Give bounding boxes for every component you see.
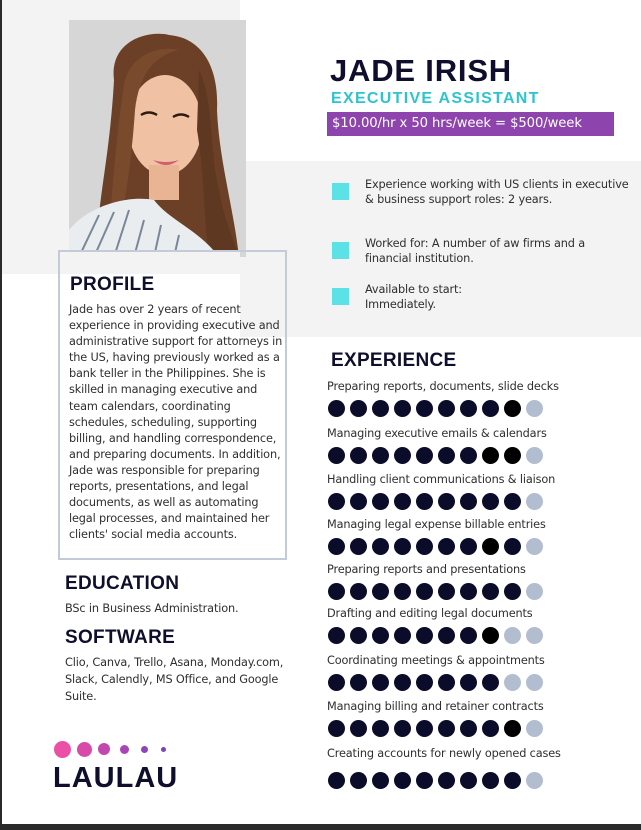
rating-dot-filled-icon: [504, 493, 521, 510]
rating-dot-filled-icon: [482, 720, 499, 737]
rating-dot-filled-icon: [350, 400, 367, 417]
rating-dot-filled-icon: [350, 674, 367, 691]
logo-dot: [54, 741, 71, 758]
logo-dot: [98, 743, 110, 755]
rating-dot-filled-icon: [504, 772, 521, 789]
rating-dot-filled-icon: [416, 493, 433, 510]
skill-label: Managing executive emails & calendars: [327, 427, 547, 440]
rating-dot-filled-icon: [328, 583, 345, 600]
rating-dot-filled-icon: [482, 627, 499, 644]
skill-row: [327, 380, 627, 417]
rating-dot-filled-icon: [504, 400, 521, 417]
rating-dot-filled-icon: [394, 538, 411, 555]
rating-dot-empty-icon: [526, 538, 543, 555]
rating-dot-filled-icon: [460, 674, 477, 691]
rating-dot-filled-icon: [394, 720, 411, 737]
rating-dot-filled-icon: [482, 400, 499, 417]
rating-dot-filled-icon: [372, 538, 389, 555]
skill-label: Preparing reports, documents, slide decks: [327, 380, 559, 393]
experience-heading: EXPERIENCE: [331, 350, 457, 371]
skill-rating: [328, 627, 627, 644]
skill-label: Drafting and editing legal documents: [327, 607, 533, 620]
rating-dot-filled-icon: [350, 627, 367, 644]
logo-dot: [141, 746, 148, 753]
profile-summary: Jade has over 2 years of recent experience in providing executive and administrative support for attorneys in the US, having previously worked as a bank teller in the Philippines. She is skilled in managing executive and team calendars, coordinating schedules, scheduling, supporting billing, and handling correspondence, and preparing documents. In addition, Jade was responsible for preparing reports, presentations, and legal documents, as well as automating legal processes, and maintained her clients' social media accounts.: [69, 303, 283, 542]
education-text: BSc in Business Administration.: [65, 602, 239, 615]
rating-dot-filled-icon: [482, 493, 499, 510]
candidate-role: EXECUTIVE ASSISTANT: [331, 90, 540, 107]
rating-dot-filled-icon: [460, 720, 477, 737]
rating-dot-filled-icon: [460, 400, 477, 417]
rating-dot-filled-icon: [416, 720, 433, 737]
rating-dot-filled-icon: [416, 538, 433, 555]
rating-dot-filled-icon: [372, 583, 389, 600]
skill-rating: [328, 772, 627, 789]
rating-dot-filled-icon: [460, 447, 477, 464]
rating-dot-filled-icon: [372, 674, 389, 691]
rating-dot-filled-icon: [438, 583, 455, 600]
rating-dot-filled-icon: [394, 447, 411, 464]
candidate-name: JADE IRISH: [330, 53, 512, 88]
rating-dot-filled-icon: [372, 772, 389, 789]
skill-rating: [328, 400, 627, 417]
rating-dot-filled-icon: [438, 627, 455, 644]
rating-dot-filled-icon: [460, 772, 477, 789]
rating-dot-filled-icon: [504, 447, 521, 464]
rating-dot-filled-icon: [350, 583, 367, 600]
skill-row: [327, 700, 627, 737]
profile-card-header-bg: [60, 252, 240, 274]
rating-dot-filled-icon: [460, 493, 477, 510]
rating-dot-empty-icon: [504, 674, 521, 691]
rating-dot-filled-icon: [394, 493, 411, 510]
skill-label: Managing legal expense billable entries: [327, 518, 546, 531]
skill-row: [327, 654, 627, 691]
education-heading: EDUCATION: [65, 573, 180, 594]
skill-row: [327, 427, 627, 464]
rating-dot-empty-icon: [526, 583, 543, 600]
rating-dot-filled-icon: [416, 583, 433, 600]
company-logo: LAULAU: [53, 762, 179, 794]
logo-dot: [77, 742, 92, 757]
page-bottom-border: [0, 824, 641, 830]
fact-text: Available to start: Immediately.: [365, 283, 462, 311]
rating-dot-filled-icon: [438, 400, 455, 417]
portrait-icon: [69, 20, 246, 257]
skill-rating: [328, 493, 627, 510]
square-bullet-icon: [332, 242, 349, 259]
fact-text: Worked for: A number of aw firms and a financial institution.: [365, 237, 585, 265]
rating-dot-filled-icon: [350, 772, 367, 789]
logo-dots-icon: [54, 740, 166, 758]
rating-dot-empty-icon: [526, 627, 543, 644]
rating-dot-filled-icon: [328, 538, 345, 555]
rating-dot-filled-icon: [482, 447, 499, 464]
skill-rating: [328, 583, 627, 600]
rating-dot-filled-icon: [394, 583, 411, 600]
rating-dot-filled-icon: [460, 538, 477, 555]
skill-label: Handling client communications & liaison: [327, 473, 556, 486]
rating-dot-filled-icon: [438, 447, 455, 464]
profile-photo: [69, 20, 246, 257]
rating-dot-filled-icon: [394, 400, 411, 417]
square-bullet-icon: [332, 183, 349, 200]
rating-dot-filled-icon: [482, 538, 499, 555]
software-heading: SOFTWARE: [65, 627, 176, 648]
rating-dot-filled-icon: [328, 493, 345, 510]
skill-row: [327, 473, 627, 510]
rating-dot-filled-icon: [394, 627, 411, 644]
rating-dot-filled-icon: [328, 720, 345, 737]
skill-rating: [328, 538, 627, 555]
rating-dot-filled-icon: [350, 493, 367, 510]
skill-label: Managing billing and retainer contracts: [327, 700, 544, 713]
skill-rating: [328, 720, 627, 737]
skill-label: Creating accounts for newly opened cases: [327, 747, 561, 760]
rating-dot-filled-icon: [394, 772, 411, 789]
skill-row: [327, 747, 627, 789]
rating-dot-filled-icon: [438, 674, 455, 691]
rating-dot-filled-icon: [372, 400, 389, 417]
rating-dot-filled-icon: [328, 627, 345, 644]
logo-dot: [161, 747, 166, 752]
rating-dot-empty-icon: [526, 720, 543, 737]
skill-label: Coordinating meetings & appointments: [327, 654, 545, 667]
rating-dot-filled-icon: [438, 720, 455, 737]
rating-dot-filled-icon: [372, 493, 389, 510]
profile-heading: PROFILE: [70, 274, 155, 295]
skill-row: [327, 607, 627, 644]
fact-text: Experience working with US clients in executive & business support roles: 2 years.: [365, 178, 629, 206]
rate-banner: $10.00/hr x 50 hrs/week = $500/week: [327, 112, 614, 136]
rating-dot-filled-icon: [460, 583, 477, 600]
rating-dot-filled-icon: [416, 627, 433, 644]
rating-dot-empty-icon: [504, 627, 521, 644]
rating-dot-empty-icon: [526, 674, 543, 691]
rating-dot-filled-icon: [350, 720, 367, 737]
rating-dot-empty-icon: [526, 772, 543, 789]
rating-dot-filled-icon: [504, 720, 521, 737]
rating-dot-filled-icon: [438, 538, 455, 555]
rating-dot-filled-icon: [350, 447, 367, 464]
rating-dot-filled-icon: [416, 772, 433, 789]
rating-dot-empty-icon: [526, 447, 543, 464]
skill-rating: [328, 447, 627, 464]
rating-dot-filled-icon: [372, 447, 389, 464]
rating-dot-filled-icon: [438, 772, 455, 789]
rating-dot-filled-icon: [438, 493, 455, 510]
rating-dot-filled-icon: [328, 772, 345, 789]
profile-card: [58, 250, 287, 560]
rating-dot-filled-icon: [416, 400, 433, 417]
skill-label: Preparing reports and presentations: [327, 563, 526, 576]
rating-dot-filled-icon: [350, 538, 367, 555]
rating-dot-filled-icon: [416, 674, 433, 691]
rating-dot-filled-icon: [394, 674, 411, 691]
rating-dot-filled-icon: [328, 674, 345, 691]
rating-dot-filled-icon: [482, 674, 499, 691]
rating-dot-filled-icon: [372, 720, 389, 737]
rating-dot-filled-icon: [460, 627, 477, 644]
software-text: Clio, Canva, Trello, Asana, Monday.com, Slack, Calendly, MS Office, and Google Suite.: [65, 656, 284, 703]
logo-dot: [120, 745, 129, 754]
skill-row: [327, 563, 627, 600]
rating-dot-filled-icon: [504, 583, 521, 600]
rating-dot-filled-icon: [328, 447, 345, 464]
rating-dot-filled-icon: [482, 583, 499, 600]
rating-dot-filled-icon: [372, 627, 389, 644]
rating-dot-filled-icon: [482, 772, 499, 789]
rating-dot-empty-icon: [526, 400, 543, 417]
rating-dot-filled-icon: [504, 538, 521, 555]
rating-dot-filled-icon: [328, 400, 345, 417]
rating-dot-filled-icon: [416, 447, 433, 464]
skill-row: [327, 518, 627, 555]
skill-rating: [328, 674, 627, 691]
rating-dot-empty-icon: [526, 493, 543, 510]
square-bullet-icon: [332, 288, 349, 305]
